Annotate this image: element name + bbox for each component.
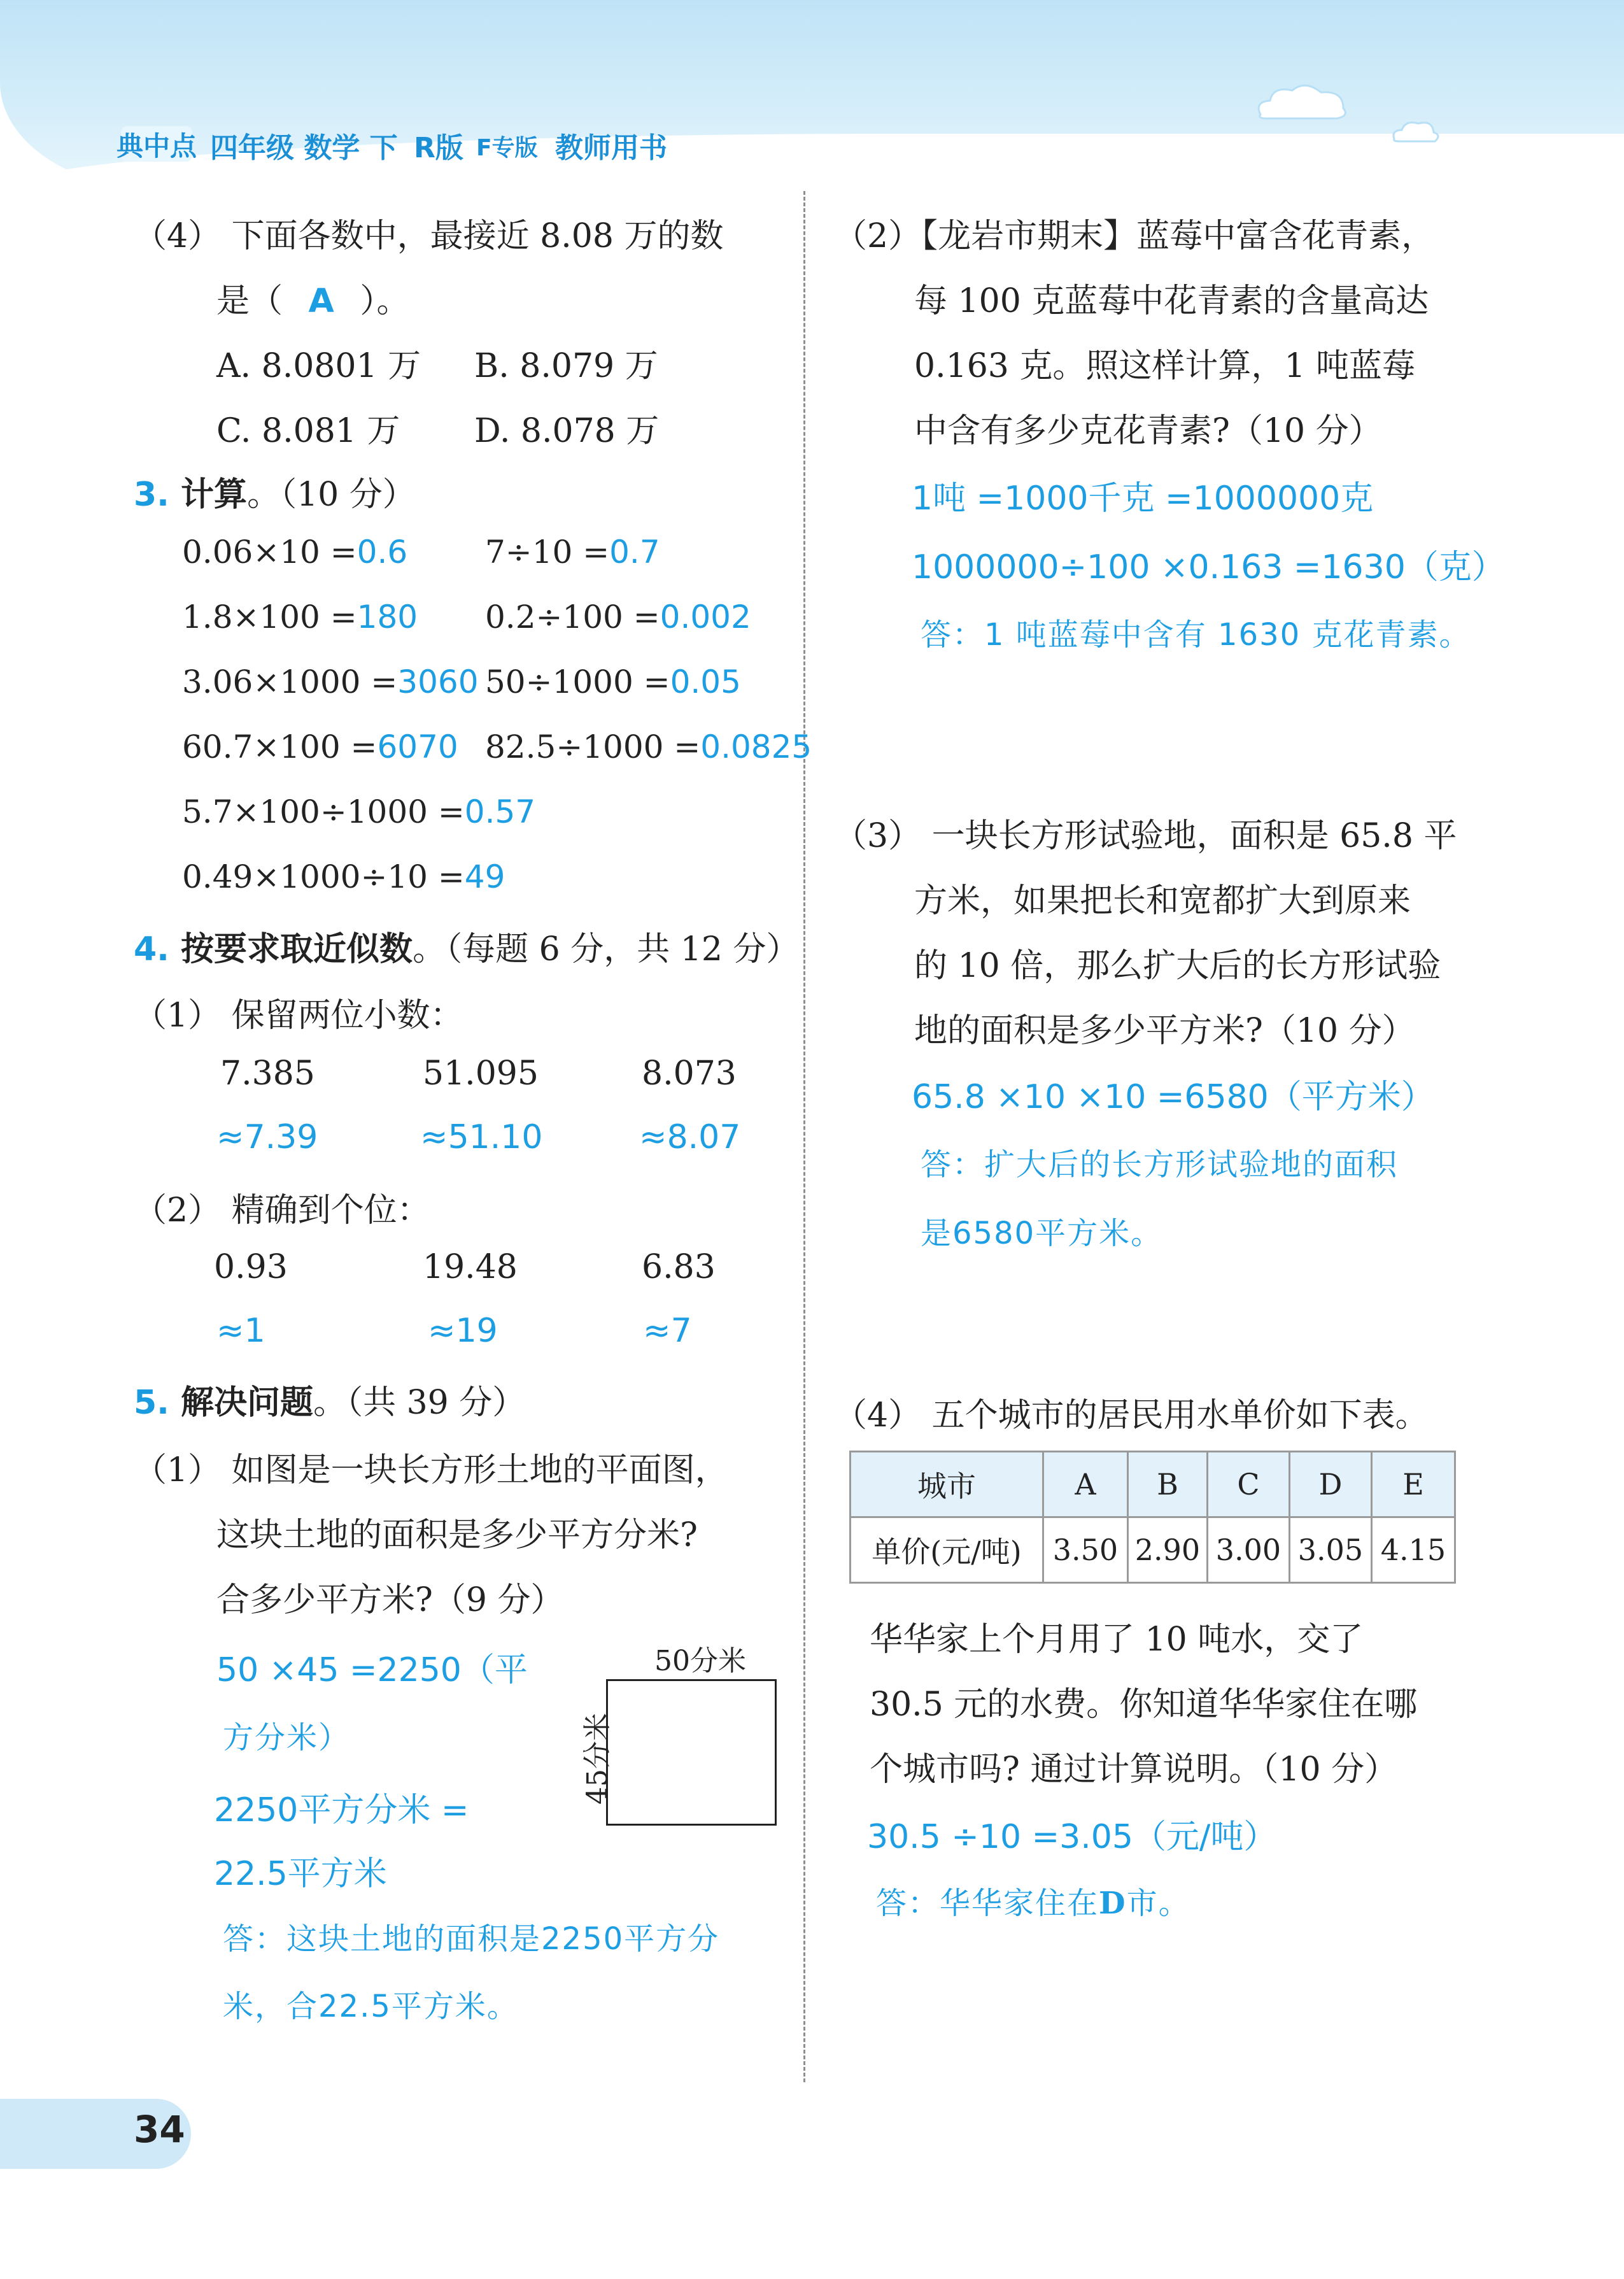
calc-item: 3.06×1000 =3060 <box>182 664 479 700</box>
q4-option-b: B. 8.079 万 <box>474 347 658 385</box>
q4-line2: 是（ A ）。 <box>216 282 410 320</box>
section-5-heading: 5. 解决问题。（共 39 分） <box>134 1384 526 1422</box>
sub2-title: （2） 精确到个位： <box>134 1191 430 1230</box>
p1-line1: （1） 如图是一块长方形土地的平面图， <box>134 1451 728 1489</box>
calc-item: 0.2÷100 =0.002 <box>485 599 751 635</box>
logo-text: 典中点 <box>116 131 197 162</box>
p3-line2: 方米，如果把长和宽都扩大到原来 <box>914 882 1411 920</box>
table-cell: 单价(元/吨) <box>851 1517 1043 1583</box>
sub1-answer: ≈51.10 <box>420 1118 543 1156</box>
column-divider <box>803 191 805 2082</box>
table-cell: 2.90 <box>1128 1517 1208 1583</box>
sub2-number: 6.83 <box>642 1248 716 1286</box>
sub1-title: （1） 保留两位小数： <box>134 997 463 1035</box>
calc-item: 0.49×1000÷10 =49 <box>182 858 505 895</box>
p4-line3: 30.5 元的水费。你知道华华家住在哪 <box>870 1686 1418 1724</box>
p1-answer-line: 2250平方分米 = <box>214 1791 469 1829</box>
p2-line2: 每 100 克蓝莓中花青素的含量高达 <box>914 282 1429 320</box>
table-cell: D <box>1290 1452 1372 1517</box>
sub2-answer: ≈7 <box>643 1312 692 1350</box>
figure-side-label: 45分米 <box>581 1713 614 1805</box>
table-cell: 3.05 <box>1290 1517 1372 1583</box>
cloud-icon <box>1388 115 1445 146</box>
price-table <box>849 1451 1456 1584</box>
p3-answer-line: 65.8 ×10 ×10 =6580（平方米） <box>912 1078 1434 1116</box>
table-cell: 城市 <box>851 1452 1043 1517</box>
p2-answer-line: 答：1 吨蓝莓中含有 1630 克花青素。 <box>921 617 1471 653</box>
table-cell: 3.50 <box>1043 1517 1128 1583</box>
sub2-number: 19.48 <box>423 1248 518 1286</box>
sub2-answer: ≈19 <box>428 1312 498 1350</box>
section-4-heading: 4. 按要求取近似数。（每题 6 分，共 12 分） <box>134 930 800 969</box>
table-cell: C <box>1208 1452 1290 1517</box>
p2-answer-line: 1000000÷100 ×0.163 =1630（克） <box>912 548 1505 586</box>
table-row <box>851 1452 1455 1517</box>
p3-line4: 地的面积是多少平方米?（10 分） <box>914 1012 1415 1050</box>
figure-top-label: 50分米 <box>654 1645 746 1677</box>
p1-answer-line: 方分米） <box>223 1720 351 1756</box>
calc-item: 82.5÷1000 =0.0825 <box>485 728 812 765</box>
q4-option-d: D. 8.078 万 <box>474 412 660 450</box>
header-edition: R版 <box>414 132 463 164</box>
p2-line4: 中含有多少克花青素?（10 分） <box>914 412 1382 450</box>
p2-answer-line: 1吨 =1000千克 =1000000克 <box>912 479 1374 518</box>
q4-line1: （4） 下面各数中，最接近 8.08 万的数 <box>134 217 724 255</box>
table-row <box>851 1517 1455 1583</box>
table-cell: 4.15 <box>1372 1517 1455 1583</box>
header-usage: 教师用书 <box>555 132 667 164</box>
calc-item: 1.8×100 =180 <box>182 599 418 635</box>
sub1-number: 7.385 <box>220 1054 315 1093</box>
calc-item: 0.06×10 =0.6 <box>182 534 408 571</box>
sub1-answer: ≈7.39 <box>216 1118 318 1156</box>
calc-item: 50÷1000 =0.05 <box>485 664 741 700</box>
table-cell: E <box>1372 1452 1455 1517</box>
header-title: 四年级 数学 下 <box>210 132 398 164</box>
table-cell: A <box>1043 1452 1128 1517</box>
p1-line2: 这块土地的面积是多少平方分米? <box>216 1516 698 1554</box>
sub1-number: 51.095 <box>423 1054 539 1093</box>
rectangle-figure <box>606 1679 777 1826</box>
p1-answer-line: 答：这块土地的面积是2250平方分 <box>223 1921 720 1957</box>
sub2-answer: ≈1 <box>216 1312 265 1350</box>
p2-line3: 0.163 克。照这样计算，1 吨蓝莓 <box>914 347 1416 385</box>
q4-option-a: A. 8.0801 万 <box>216 347 421 385</box>
calc-item: 5.7×100÷1000 =0.57 <box>182 793 536 830</box>
p1-answer-line: 22.5平方米 <box>214 1855 387 1893</box>
p2-line1: （2）【龙岩市期末】蓝莓中富含花青素， <box>834 217 1435 255</box>
q4-answer: A <box>308 282 334 320</box>
p3-answer-line: 答：扩大后的长方形试验地的面积 <box>921 1147 1399 1182</box>
sub2-number: 0.93 <box>214 1248 288 1286</box>
p4-line2: 华华家上个月用了 10 吨水，交了 <box>870 1621 1364 1659</box>
p1-answer-line: 米，合22.5平方米。 <box>223 1989 519 2024</box>
calc-item: 7÷10 =0.7 <box>485 534 660 571</box>
q4-option-c: C. 8.081 万 <box>216 412 400 450</box>
table-cell: 3.00 <box>1208 1517 1290 1583</box>
p3-line3: 的 10 倍，那么扩大后的长方形试验 <box>914 947 1441 985</box>
cloud-icon <box>1248 76 1356 127</box>
p4-line4: 个城市吗? 通过计算说明。（10 分） <box>870 1750 1398 1789</box>
calc-item: 60.7×100 =6070 <box>182 728 458 765</box>
p3-answer-line: 是6580平方米。 <box>921 1216 1163 1251</box>
page-number: 34 <box>134 2108 185 2151</box>
table-cell: B <box>1128 1452 1208 1517</box>
section-3-heading: 3. 计算。（10 分） <box>134 476 416 514</box>
p1-line3: 合多少平方米?（9 分） <box>216 1581 564 1619</box>
logo <box>116 120 197 171</box>
p3-line1: （3） 一块长方形试验地，面积是 65.8 平 <box>834 817 1457 855</box>
header-special: F专版 <box>476 135 538 161</box>
p4-line1: （4） 五个城市的居民用水单价如下表。 <box>834 1396 1429 1435</box>
p1-answer-line: 50 ×45 =2250（平 <box>216 1651 528 1689</box>
sub1-number: 8.073 <box>642 1054 737 1093</box>
p4-answer-line: 30.5 ÷10 =3.05（元/吨） <box>867 1818 1277 1856</box>
sub1-answer: ≈8.07 <box>639 1118 741 1156</box>
p4-answer-line: 答：华华家住在D市。 <box>876 1885 1190 1921</box>
